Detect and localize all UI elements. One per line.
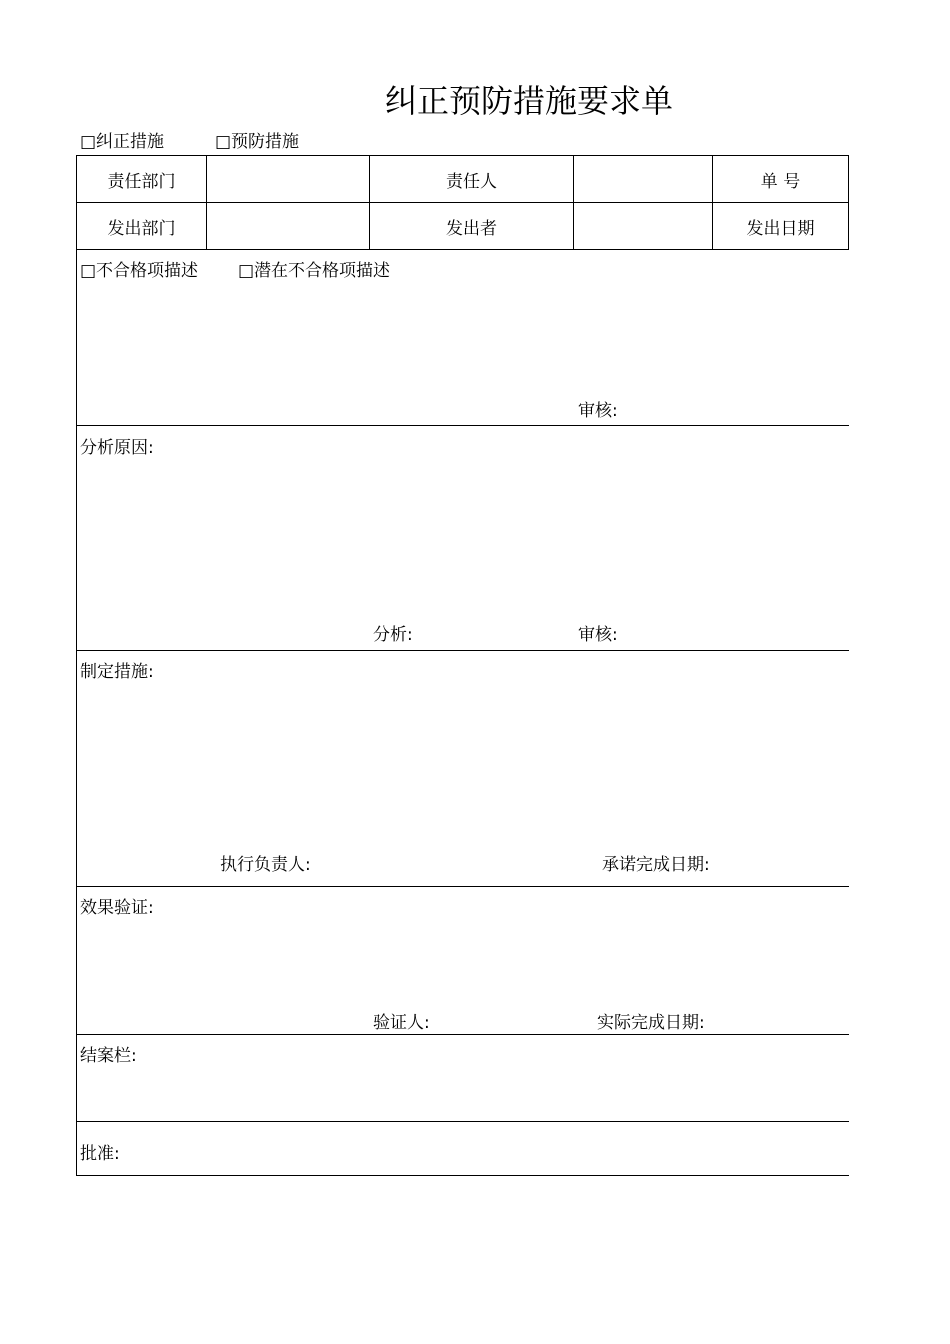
order-number-label: 单 号 <box>760 171 801 192</box>
issuer-field[interactable] <box>574 203 712 249</box>
page-title: 纠正预防措施要求单 <box>384 82 673 120</box>
table-border-right <box>848 155 849 250</box>
checkbox-corrective[interactable]: □纠正措施 <box>80 132 165 152</box>
review-label: 审核: <box>578 401 618 421</box>
section-divider <box>76 650 849 651</box>
verification-title: 效果验证: <box>80 898 154 918</box>
section-divider <box>76 425 849 426</box>
responsible-dept-field[interactable] <box>207 156 369 202</box>
issuer-label: 发出者 <box>446 218 497 239</box>
measures-title: 制定措施: <box>80 662 154 682</box>
issuing-dept-field[interactable] <box>207 203 369 249</box>
responsible-dept-label: 责任部门 <box>107 171 176 192</box>
section-divider <box>76 886 849 887</box>
checkbox-potential-nonconformity[interactable]: □潜在不合格项描述 <box>238 261 391 281</box>
table-border-left <box>76 155 77 1176</box>
promise-date-label: 承诺完成日期: <box>602 855 710 875</box>
responsible-person-label: 责任人 <box>446 171 497 192</box>
checkbox-preventive[interactable]: □预防措施 <box>215 132 300 152</box>
checkbox-nonconformity[interactable]: □不合格项描述 <box>80 261 199 281</box>
analyst-label: 分析: <box>373 625 413 645</box>
issuing-dept-label: 发出部门 <box>107 218 176 239</box>
verifier-label: 验证人: <box>373 1013 430 1033</box>
responsible-person-field[interactable] <box>574 156 712 202</box>
closing-title: 结案栏: <box>80 1046 137 1066</box>
table-border-header-bottom <box>76 249 849 250</box>
actual-date-label: 实际完成日期: <box>597 1013 705 1033</box>
section-divider <box>76 1034 849 1035</box>
approval-title: 批准: <box>80 1144 120 1164</box>
cause-analysis-title: 分析原因: <box>80 438 154 458</box>
executor-label: 执行负责人: <box>220 855 311 875</box>
review-label: 审核: <box>578 625 618 645</box>
section-divider <box>76 1121 849 1122</box>
table-border-bottom <box>76 1175 849 1176</box>
issue-date-label: 发出日期 <box>746 218 815 239</box>
